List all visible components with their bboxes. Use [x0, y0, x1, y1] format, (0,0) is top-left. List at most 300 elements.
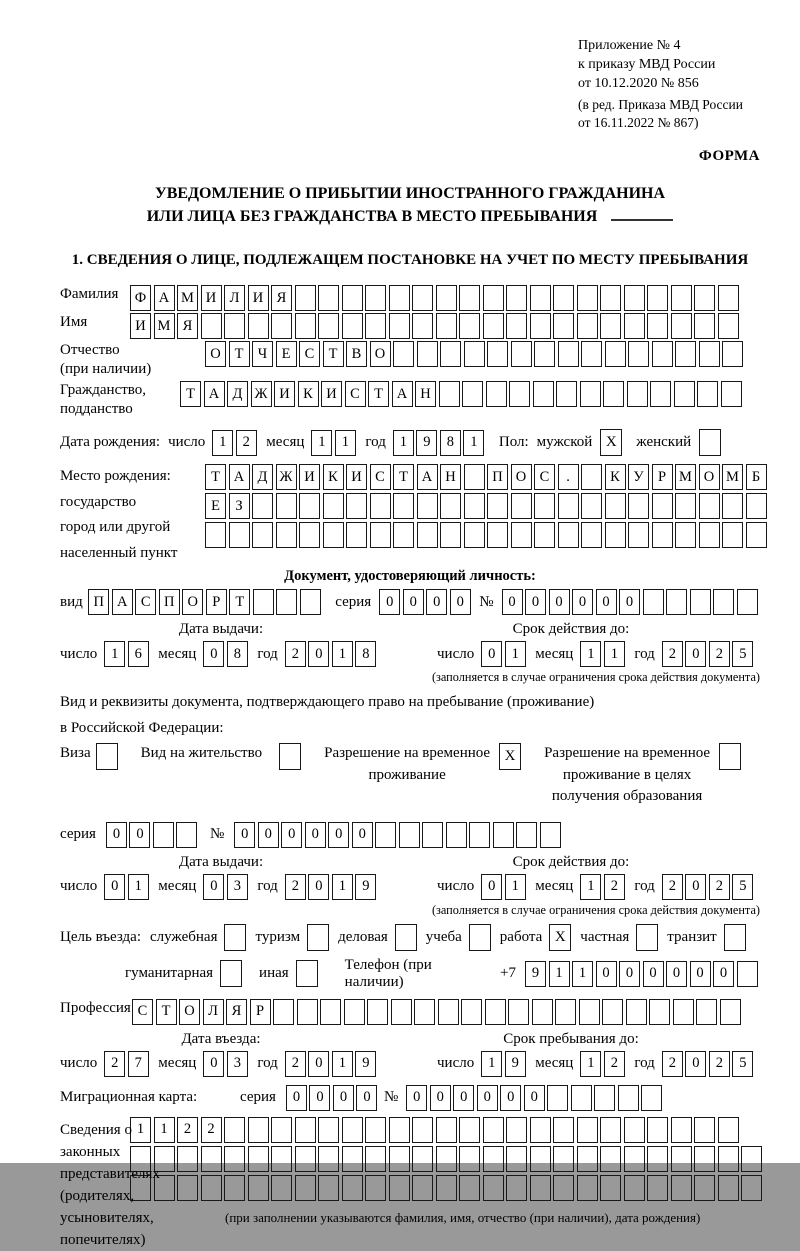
char-cell[interactable]: 0: [572, 589, 593, 615]
char-cell[interactable]: [600, 313, 621, 339]
char-cell[interactable]: [299, 493, 320, 519]
date-cell[interactable]: 0: [203, 641, 224, 667]
date-cell[interactable]: 1: [332, 874, 353, 900]
char-cell[interactable]: [393, 522, 414, 548]
char-cell[interactable]: И: [201, 285, 222, 311]
char-cell[interactable]: Т: [156, 999, 177, 1025]
char-cell[interactable]: [511, 493, 532, 519]
char-cell[interactable]: 0: [525, 589, 546, 615]
char-cell[interactable]: [600, 285, 621, 311]
char-cell[interactable]: [440, 493, 461, 519]
char-cell[interactable]: [318, 1146, 339, 1172]
date-cell[interactable]: 0: [481, 641, 502, 667]
char-cell[interactable]: [300, 589, 321, 615]
char-cell[interactable]: [718, 1146, 739, 1172]
char-cell[interactable]: [530, 1175, 551, 1201]
char-cell[interactable]: Е: [276, 341, 297, 367]
char-cell[interactable]: [224, 1175, 245, 1201]
char-cell[interactable]: [224, 1146, 245, 1172]
char-cell[interactable]: [581, 493, 602, 519]
char-cell[interactable]: 0: [477, 1085, 498, 1111]
date-cell[interactable]: 1: [332, 641, 353, 667]
char-cell[interactable]: 0: [619, 589, 640, 615]
char-cell[interactable]: А: [392, 381, 413, 407]
char-cell[interactable]: [248, 313, 269, 339]
char-cell[interactable]: [201, 1175, 222, 1201]
char-cell[interactable]: [370, 493, 391, 519]
char-cell[interactable]: А: [112, 589, 133, 615]
char-cell[interactable]: [412, 285, 433, 311]
char-cell[interactable]: [556, 381, 577, 407]
date-cell[interactable]: 0: [203, 874, 224, 900]
char-cell[interactable]: 0: [286, 1085, 307, 1111]
char-cell[interactable]: О: [699, 464, 720, 490]
char-cell[interactable]: [485, 999, 506, 1025]
date-cell[interactable]: 2: [709, 641, 730, 667]
char-cell[interactable]: [487, 522, 508, 548]
char-cell[interactable]: [417, 341, 438, 367]
char-cell[interactable]: [647, 313, 668, 339]
char-cell[interactable]: [323, 522, 344, 548]
char-cell[interactable]: 0: [281, 822, 302, 848]
char-cell[interactable]: 0: [524, 1085, 545, 1111]
char-cell[interactable]: [558, 341, 579, 367]
char-cell[interactable]: [440, 341, 461, 367]
char-cell[interactable]: [412, 1117, 433, 1143]
char-cell[interactable]: 1: [572, 961, 593, 987]
char-cell[interactable]: [652, 341, 673, 367]
purpose-transit-checkbox[interactable]: [724, 924, 746, 951]
date-cell[interactable]: 8: [227, 641, 248, 667]
char-cell[interactable]: [697, 381, 718, 407]
char-cell[interactable]: 0: [305, 822, 326, 848]
char-cell[interactable]: 0: [403, 589, 424, 615]
purpose-study-checkbox[interactable]: [469, 924, 491, 951]
char-cell[interactable]: 0: [356, 1085, 377, 1111]
char-cell[interactable]: 0: [430, 1085, 451, 1111]
char-cell[interactable]: [718, 1175, 739, 1201]
date-cell[interactable]: 2: [662, 641, 683, 667]
date-cell[interactable]: 1: [580, 1051, 601, 1077]
char-cell[interactable]: [506, 1117, 527, 1143]
char-cell[interactable]: [671, 1146, 692, 1172]
char-cell[interactable]: [273, 999, 294, 1025]
char-cell[interactable]: [276, 522, 297, 548]
char-cell[interactable]: [493, 822, 514, 848]
char-cell[interactable]: 1: [549, 961, 570, 987]
char-cell[interactable]: [399, 822, 420, 848]
char-cell[interactable]: Т: [205, 464, 226, 490]
date-cell[interactable]: 0: [685, 1051, 706, 1077]
char-cell[interactable]: [558, 493, 579, 519]
char-cell[interactable]: [342, 1175, 363, 1201]
char-cell[interactable]: [650, 381, 671, 407]
char-cell[interactable]: [346, 522, 367, 548]
char-cell[interactable]: С: [370, 464, 391, 490]
date-cell[interactable]: 1: [580, 874, 601, 900]
char-cell[interactable]: [580, 381, 601, 407]
char-cell[interactable]: [694, 313, 715, 339]
char-cell[interactable]: А: [154, 285, 175, 311]
date-cell[interactable]: 2: [709, 874, 730, 900]
char-cell[interactable]: [602, 999, 623, 1025]
char-cell[interactable]: [417, 522, 438, 548]
char-cell[interactable]: [718, 313, 739, 339]
char-cell[interactable]: [624, 313, 645, 339]
char-cell[interactable]: П: [487, 464, 508, 490]
char-cell[interactable]: Н: [440, 464, 461, 490]
date-cell[interactable]: 0: [104, 874, 125, 900]
date-cell[interactable]: 2: [285, 874, 306, 900]
purpose-work-checkbox[interactable]: X: [549, 924, 571, 951]
purpose-official-checkbox[interactable]: [224, 924, 246, 951]
char-cell[interactable]: [391, 999, 412, 1025]
date-cell[interactable]: 2: [604, 1051, 625, 1077]
char-cell[interactable]: [483, 1146, 504, 1172]
date-cell[interactable]: 5: [732, 641, 753, 667]
char-cell[interactable]: [675, 341, 696, 367]
char-cell[interactable]: 0: [453, 1085, 474, 1111]
char-cell[interactable]: [694, 285, 715, 311]
char-cell[interactable]: [436, 1117, 457, 1143]
char-cell[interactable]: Т: [229, 589, 250, 615]
char-cell[interactable]: И: [346, 464, 367, 490]
char-cell[interactable]: [459, 285, 480, 311]
char-cell[interactable]: 0: [690, 961, 711, 987]
char-cell[interactable]: И: [130, 313, 151, 339]
date-cell[interactable]: 1: [481, 1051, 502, 1077]
char-cell[interactable]: К: [323, 464, 344, 490]
char-cell[interactable]: А: [229, 464, 250, 490]
char-cell[interactable]: [464, 522, 485, 548]
char-cell[interactable]: [252, 522, 273, 548]
date-cell[interactable]: 2: [662, 874, 683, 900]
char-cell[interactable]: 0: [309, 1085, 330, 1111]
char-cell[interactable]: [295, 1175, 316, 1201]
char-cell[interactable]: [439, 381, 460, 407]
char-cell[interactable]: [252, 493, 273, 519]
date-cell[interactable]: 1: [580, 641, 601, 667]
char-cell[interactable]: П: [159, 589, 180, 615]
char-cell[interactable]: [483, 1175, 504, 1201]
char-cell[interactable]: [532, 999, 553, 1025]
char-cell[interactable]: [666, 589, 687, 615]
char-cell[interactable]: [534, 341, 555, 367]
char-cell[interactable]: [530, 1146, 551, 1172]
char-cell[interactable]: [295, 313, 316, 339]
char-cell[interactable]: [718, 285, 739, 311]
char-cell[interactable]: [375, 822, 396, 848]
char-cell[interactable]: [718, 1117, 739, 1143]
char-cell[interactable]: [696, 999, 717, 1025]
char-cell[interactable]: [506, 1175, 527, 1201]
char-cell[interactable]: Т: [368, 381, 389, 407]
char-cell[interactable]: [699, 522, 720, 548]
char-cell[interactable]: [577, 313, 598, 339]
char-cell[interactable]: [483, 285, 504, 311]
char-cell[interactable]: [647, 285, 668, 311]
char-cell[interactable]: [483, 313, 504, 339]
char-cell[interactable]: [318, 285, 339, 311]
char-cell[interactable]: [417, 493, 438, 519]
char-cell[interactable]: О: [205, 341, 226, 367]
char-cell[interactable]: [720, 999, 741, 1025]
char-cell[interactable]: [671, 285, 692, 311]
char-cell[interactable]: [746, 493, 767, 519]
date-cell[interactable]: 0: [481, 874, 502, 900]
char-cell[interactable]: Ж: [251, 381, 272, 407]
date-cell[interactable]: 8: [440, 430, 461, 456]
date-cell[interactable]: 3: [227, 874, 248, 900]
date-cell[interactable]: 9: [505, 1051, 526, 1077]
char-cell[interactable]: 0: [643, 961, 664, 987]
char-cell[interactable]: [342, 1117, 363, 1143]
char-cell[interactable]: [671, 1175, 692, 1201]
date-cell[interactable]: 7: [128, 1051, 149, 1077]
char-cell[interactable]: [581, 341, 602, 367]
char-cell[interactable]: В: [346, 341, 367, 367]
char-cell[interactable]: С: [299, 341, 320, 367]
char-cell[interactable]: [511, 522, 532, 548]
char-cell[interactable]: [722, 341, 743, 367]
char-cell[interactable]: [652, 522, 673, 548]
char-cell[interactable]: М: [675, 464, 696, 490]
date-cell[interactable]: 2: [285, 1051, 306, 1077]
char-cell[interactable]: С: [345, 381, 366, 407]
char-cell[interactable]: М: [154, 313, 175, 339]
char-cell[interactable]: [436, 1146, 457, 1172]
char-cell[interactable]: П: [88, 589, 109, 615]
date-cell[interactable]: 6: [128, 641, 149, 667]
char-cell[interactable]: [346, 493, 367, 519]
char-cell[interactable]: 0: [502, 589, 523, 615]
char-cell[interactable]: [224, 1117, 245, 1143]
char-cell[interactable]: [603, 381, 624, 407]
purpose-business-checkbox[interactable]: [395, 924, 417, 951]
date-cell[interactable]: 2: [285, 641, 306, 667]
char-cell[interactable]: С: [135, 589, 156, 615]
char-cell[interactable]: [365, 285, 386, 311]
char-cell[interactable]: [594, 1085, 615, 1111]
char-cell[interactable]: [624, 285, 645, 311]
char-cell[interactable]: К: [298, 381, 319, 407]
char-cell[interactable]: Т: [229, 341, 250, 367]
char-cell[interactable]: [553, 313, 574, 339]
char-cell[interactable]: 0: [129, 822, 150, 848]
char-cell[interactable]: [344, 999, 365, 1025]
char-cell[interactable]: [675, 522, 696, 548]
char-cell[interactable]: [248, 1117, 269, 1143]
date-cell[interactable]: 1: [463, 430, 484, 456]
date-cell[interactable]: 1: [332, 1051, 353, 1077]
char-cell[interactable]: 2: [201, 1117, 222, 1143]
char-cell[interactable]: [571, 1085, 592, 1111]
char-cell[interactable]: [627, 381, 648, 407]
purpose-other-checkbox[interactable]: [296, 960, 318, 987]
char-cell[interactable]: [721, 381, 742, 407]
char-cell[interactable]: Ч: [252, 341, 273, 367]
char-cell[interactable]: [516, 822, 537, 848]
char-cell[interactable]: [365, 313, 386, 339]
sex-male-checkbox[interactable]: X: [600, 429, 622, 456]
char-cell[interactable]: [271, 1146, 292, 1172]
char-cell[interactable]: Д: [252, 464, 273, 490]
char-cell[interactable]: [671, 1117, 692, 1143]
char-cell[interactable]: 0: [333, 1085, 354, 1111]
char-cell[interactable]: .: [558, 464, 579, 490]
char-cell[interactable]: [253, 589, 274, 615]
purpose-humanitarian-checkbox[interactable]: [220, 960, 242, 987]
char-cell[interactable]: [699, 493, 720, 519]
char-cell[interactable]: [153, 822, 174, 848]
date-cell[interactable]: 9: [416, 430, 437, 456]
char-cell[interactable]: [422, 822, 443, 848]
char-cell[interactable]: [487, 493, 508, 519]
date-cell[interactable]: 9: [355, 874, 376, 900]
char-cell[interactable]: 0: [713, 961, 734, 987]
char-cell[interactable]: 0: [406, 1085, 427, 1111]
char-cell[interactable]: Л: [203, 999, 224, 1025]
char-cell[interactable]: [438, 999, 459, 1025]
char-cell[interactable]: 0: [328, 822, 349, 848]
char-cell[interactable]: [459, 1175, 480, 1201]
char-cell[interactable]: [746, 522, 767, 548]
char-cell[interactable]: 0: [500, 1085, 521, 1111]
date-cell[interactable]: 0: [685, 874, 706, 900]
char-cell[interactable]: [605, 493, 626, 519]
char-cell[interactable]: [446, 822, 467, 848]
char-cell[interactable]: [741, 1175, 762, 1201]
char-cell[interactable]: [177, 1175, 198, 1201]
date-cell[interactable]: 2: [236, 430, 257, 456]
char-cell[interactable]: [370, 522, 391, 548]
date-cell[interactable]: 1: [505, 874, 526, 900]
char-cell[interactable]: [487, 341, 508, 367]
char-cell[interactable]: [555, 999, 576, 1025]
char-cell[interactable]: Т: [180, 381, 201, 407]
char-cell[interactable]: И: [248, 285, 269, 311]
date-cell[interactable]: 9: [355, 1051, 376, 1077]
char-cell[interactable]: [577, 1146, 598, 1172]
char-cell[interactable]: [367, 999, 388, 1025]
char-cell[interactable]: [722, 522, 743, 548]
char-cell[interactable]: [365, 1146, 386, 1172]
char-cell[interactable]: С: [534, 464, 555, 490]
char-cell[interactable]: [713, 589, 734, 615]
char-cell[interactable]: Я: [226, 999, 247, 1025]
char-cell[interactable]: Ж: [276, 464, 297, 490]
date-cell[interactable]: 1: [604, 641, 625, 667]
temp-residence-checkbox[interactable]: X: [499, 743, 521, 770]
char-cell[interactable]: 0: [619, 961, 640, 987]
char-cell[interactable]: М: [722, 464, 743, 490]
char-cell[interactable]: [506, 285, 527, 311]
char-cell[interactable]: [295, 1117, 316, 1143]
char-cell[interactable]: Р: [206, 589, 227, 615]
char-cell[interactable]: [605, 522, 626, 548]
char-cell[interactable]: О: [182, 589, 203, 615]
char-cell[interactable]: 1: [154, 1117, 175, 1143]
char-cell[interactable]: [624, 1117, 645, 1143]
char-cell[interactable]: [297, 999, 318, 1025]
date-cell[interactable]: 0: [203, 1051, 224, 1077]
char-cell[interactable]: [342, 1146, 363, 1172]
char-cell[interactable]: Т: [393, 464, 414, 490]
char-cell[interactable]: [577, 1117, 598, 1143]
char-cell[interactable]: [464, 464, 485, 490]
char-cell[interactable]: 2: [177, 1117, 198, 1143]
char-cell[interactable]: 0: [450, 589, 471, 615]
char-cell[interactable]: Б: [746, 464, 767, 490]
char-cell[interactable]: [318, 1175, 339, 1201]
char-cell[interactable]: 9: [525, 961, 546, 987]
date-cell[interactable]: 1: [393, 430, 414, 456]
char-cell[interactable]: [508, 999, 529, 1025]
char-cell[interactable]: [558, 522, 579, 548]
char-cell[interactable]: [737, 961, 758, 987]
date-cell[interactable]: 8: [355, 641, 376, 667]
char-cell[interactable]: Л: [224, 285, 245, 311]
char-cell[interactable]: [342, 285, 363, 311]
char-cell[interactable]: [412, 313, 433, 339]
char-cell[interactable]: [412, 1146, 433, 1172]
char-cell[interactable]: И: [321, 381, 342, 407]
char-cell[interactable]: А: [417, 464, 438, 490]
char-cell[interactable]: [624, 1175, 645, 1201]
char-cell[interactable]: [393, 341, 414, 367]
char-cell[interactable]: [276, 493, 297, 519]
char-cell[interactable]: [511, 341, 532, 367]
char-cell[interactable]: [276, 589, 297, 615]
char-cell[interactable]: 1: [130, 1117, 151, 1143]
char-cell[interactable]: [694, 1175, 715, 1201]
date-cell[interactable]: 5: [732, 874, 753, 900]
char-cell[interactable]: [414, 999, 435, 1025]
char-cell[interactable]: [459, 1117, 480, 1143]
char-cell[interactable]: [509, 381, 530, 407]
char-cell[interactable]: [577, 285, 598, 311]
char-cell[interactable]: [674, 381, 695, 407]
date-cell[interactable]: 2: [604, 874, 625, 900]
char-cell[interactable]: [547, 1085, 568, 1111]
char-cell[interactable]: 0: [106, 822, 127, 848]
char-cell[interactable]: [295, 1146, 316, 1172]
char-cell[interactable]: [464, 493, 485, 519]
char-cell[interactable]: [553, 285, 574, 311]
char-cell[interactable]: [506, 313, 527, 339]
char-cell[interactable]: [673, 999, 694, 1025]
date-cell[interactable]: 0: [308, 641, 329, 667]
char-cell[interactable]: С: [132, 999, 153, 1025]
char-cell[interactable]: М: [177, 285, 198, 311]
char-cell[interactable]: [389, 285, 410, 311]
char-cell[interactable]: [271, 1175, 292, 1201]
date-cell[interactable]: 1: [335, 430, 356, 456]
char-cell[interactable]: 0: [596, 589, 617, 615]
date-cell[interactable]: 0: [308, 1051, 329, 1077]
char-cell[interactable]: [271, 313, 292, 339]
char-cell[interactable]: [412, 1175, 433, 1201]
char-cell[interactable]: [530, 313, 551, 339]
char-cell[interactable]: [436, 285, 457, 311]
char-cell[interactable]: 0: [549, 589, 570, 615]
char-cell[interactable]: [600, 1175, 621, 1201]
char-cell[interactable]: [459, 1146, 480, 1172]
char-cell[interactable]: [342, 313, 363, 339]
char-cell[interactable]: [464, 341, 485, 367]
char-cell[interactable]: [462, 381, 483, 407]
char-cell[interactable]: [652, 493, 673, 519]
